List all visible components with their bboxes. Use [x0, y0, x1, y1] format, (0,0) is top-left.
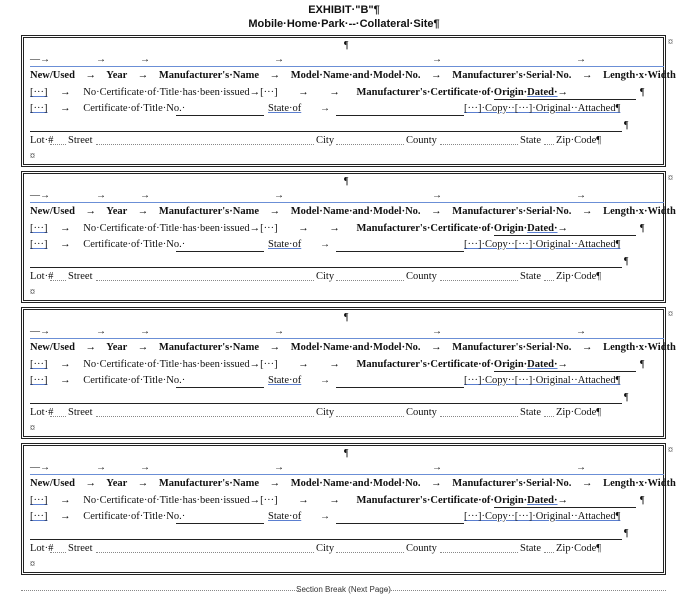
arrow: → [60, 359, 71, 370]
zip-code-label: Zip·Code¶ [556, 135, 601, 146]
mco-label: Manufacturer's·Certificate·of·Origin· [356, 359, 528, 370]
arrow: → [557, 359, 569, 370]
street-label: Street [68, 271, 93, 282]
copy-original-attached[interactable]: [···]·Copy··[···]·Original··Attached¶ [464, 375, 621, 386]
dotted-leader [544, 552, 554, 553]
no-certificate-text: No·Certificate·of·Title·has·been·issued→[···] [83, 359, 278, 370]
certificate-title-label: Certificate·of·Title·No.· [83, 103, 186, 114]
manufacturer-name-label: Manufacturer's·Name [158, 478, 259, 489]
dotted-leader [96, 144, 314, 145]
state-label: State [520, 135, 541, 146]
tab-arrow: → [432, 190, 442, 201]
arrow: → [60, 375, 71, 386]
dotted-leader [544, 144, 554, 145]
dated-label: Dated· [527, 495, 558, 506]
arrow: → [60, 495, 71, 506]
tab-arrow: → [96, 326, 106, 337]
checkbox-no-certificate[interactable]: [···] [30, 359, 48, 370]
column-headers [30, 206, 676, 217]
arrow: → [329, 359, 340, 370]
paragraph-mark: ¶ [344, 176, 349, 187]
row-end-mark: ¤ [668, 173, 673, 184]
cell-end-mark: ¤ [30, 287, 35, 298]
tab-arrow: → [96, 462, 106, 473]
tab-mark: —→ [30, 54, 50, 65]
copy-original-attached[interactable]: [···]·Copy··[···]·Original··Attached¶ [464, 239, 621, 250]
entry-underline [30, 474, 664, 475]
dotted-leader [544, 416, 554, 417]
tab-arrow: → [432, 54, 442, 65]
year-label: Year [106, 206, 128, 217]
serial-number-label: Manufacturer's·Serial·No. [452, 70, 572, 81]
model-label: Model·Name·and·Model·No. [290, 342, 421, 353]
state-field[interactable] [336, 115, 464, 116]
dated-label: Dated· [527, 87, 558, 98]
arrow: → [298, 495, 309, 506]
serial-number-label: Manufacturer's·Serial·No. [452, 478, 572, 489]
entry-underline [30, 338, 664, 339]
address-line[interactable] [30, 539, 622, 540]
arrow: → [431, 478, 442, 489]
row-end-mark: ¤ [668, 37, 673, 48]
arrow: → [60, 103, 71, 114]
copy-original-attached[interactable]: [···]·Copy··[···]·Original··Attached¶ [464, 511, 621, 522]
model-label: Model·Name·and·Model·No. [290, 478, 421, 489]
arrow: → [320, 103, 330, 114]
column-headers [30, 70, 676, 81]
new-used-label: New/Used [30, 70, 75, 81]
county-label: County [406, 407, 437, 418]
tab-arrow: → [576, 326, 586, 337]
column-headers [30, 478, 676, 489]
paragraph-mark: ¶ [624, 528, 629, 539]
collateral-site-block [21, 171, 676, 303]
state-of-label: State·of [268, 103, 302, 114]
section-break: Section Break (Next Page) [21, 585, 666, 594]
arrow: → [269, 342, 281, 353]
arrow: → [557, 495, 569, 506]
mco-label: Manufacturer's·Certificate·of·Origin· [356, 87, 528, 98]
tab-mark: —→ [30, 326, 50, 337]
paragraph-mark: ¶ [640, 87, 645, 98]
arrow: → [269, 478, 281, 489]
mco-label: Manufacturer's·Certificate·of·Origin· [356, 223, 528, 234]
arrow: → [85, 206, 97, 217]
arrow: → [60, 223, 71, 234]
dated-label: Dated· [527, 359, 558, 370]
model-label: Model·Name·and·Model·No. [290, 206, 421, 217]
arrow: → [269, 70, 281, 81]
arrow: → [431, 206, 442, 217]
paragraph-mark: ¶ [344, 40, 349, 51]
length-width-label: Length·x·Width [603, 206, 676, 217]
paragraph-mark: ¶ [344, 448, 349, 459]
arrow: → [269, 206, 281, 217]
tab-arrow: → [576, 462, 586, 473]
arrow: → [137, 478, 149, 489]
state-field[interactable] [336, 523, 464, 524]
arrow: → [320, 239, 330, 250]
checkbox-no-certificate[interactable]: [···] [30, 223, 48, 234]
column-headers [30, 342, 676, 353]
arrow: → [137, 70, 149, 81]
address-line[interactable] [30, 267, 622, 268]
county-label: County [406, 271, 437, 282]
length-width-label: Length·x·Width [603, 70, 676, 81]
certificate-title-label: Certificate·of·Title·No.· [83, 375, 186, 386]
dated-field[interactable] [494, 99, 636, 100]
state-label: State [520, 271, 541, 282]
mco-label: Manufacturer's·Certificate·of·Origin· [356, 495, 528, 506]
dotted-leader [544, 280, 554, 281]
entry-underline [30, 202, 664, 203]
arrow: → [557, 223, 569, 234]
paragraph-mark: ¶ [344, 312, 349, 323]
checkbox-certificate-title[interactable]: [···] [30, 103, 48, 114]
arrow: → [298, 223, 309, 234]
exhibit-subtitle: Mobile·Home·Park·--·Collateral·Site¶ [248, 18, 440, 30]
dotted-leader [440, 280, 518, 281]
county-label: County [406, 135, 437, 146]
collateral-site-block [21, 443, 676, 575]
arrow: → [298, 87, 309, 98]
paragraph-mark: ¶ [640, 495, 645, 506]
tab-arrow: → [140, 190, 150, 201]
city-label: City [316, 271, 335, 282]
zip-code-label: Zip·Code¶ [556, 407, 601, 418]
arrow: → [60, 511, 71, 522]
new-used-label: New/Used [30, 342, 75, 353]
address-line[interactable] [30, 131, 622, 132]
zip-code-label: Zip·Code¶ [556, 543, 601, 554]
tab-arrow: → [140, 462, 150, 473]
arrow: → [431, 70, 442, 81]
city-label: City [316, 135, 335, 146]
dated-label: Dated· [527, 223, 558, 234]
city-label: City [316, 407, 335, 418]
tab-arrow: → [274, 54, 284, 65]
year-label: Year [106, 70, 128, 81]
checkbox-no-certificate[interactable]: [···] [30, 495, 48, 506]
checkbox-certificate-title[interactable]: [···] [30, 511, 48, 522]
serial-number-label: Manufacturer's·Serial·No. [452, 206, 572, 217]
street-label: Street [68, 543, 93, 554]
dotted-leader [96, 416, 314, 417]
arrow: → [60, 87, 71, 98]
arrow: → [557, 87, 569, 98]
lot-label: Lot·# [30, 407, 54, 418]
no-certificate-text: No·Certificate·of·Title·has·been·issued→[···] [83, 223, 278, 234]
dated-field[interactable] [494, 371, 636, 372]
city-label: City [316, 543, 335, 554]
arrow: → [329, 87, 340, 98]
row-end-mark: ¤ [668, 309, 673, 320]
dotted-leader [440, 144, 518, 145]
tab-arrow: → [576, 190, 586, 201]
tab-arrow: → [140, 54, 150, 65]
county-label: County [406, 543, 437, 554]
year-label: Year [106, 342, 128, 353]
tab-mark: —→ [30, 190, 50, 201]
no-certificate-row [30, 223, 659, 234]
tab-mark: —→ [30, 462, 50, 473]
state-of-label: State·of [268, 511, 302, 522]
certificate-number-field[interactable] [176, 251, 264, 252]
new-used-label: New/Used [30, 478, 75, 489]
tab-arrow: → [274, 190, 284, 201]
new-used-label: New/Used [30, 206, 75, 217]
cell-end-mark: ¤ [30, 559, 35, 570]
checkbox-no-certificate[interactable]: [···] [30, 87, 48, 98]
state-field[interactable] [336, 387, 464, 388]
arrow: → [298, 359, 309, 370]
paragraph-mark: ¶ [624, 120, 629, 131]
tab-arrow: → [140, 326, 150, 337]
serial-number-label: Manufacturer's·Serial·No. [452, 342, 572, 353]
arrow: → [329, 495, 340, 506]
arrow: → [60, 239, 71, 250]
arrow: → [85, 342, 97, 353]
arrow: → [582, 70, 593, 81]
cell-end-mark: ¤ [30, 151, 35, 162]
no-certificate-text: No·Certificate·of·Title·has·been·issued→[···] [83, 495, 278, 506]
arrow: → [137, 206, 149, 217]
tab-arrow: → [432, 462, 442, 473]
no-certificate-row [30, 495, 659, 506]
year-label: Year [106, 478, 128, 489]
tab-arrow: → [576, 54, 586, 65]
state-of-label: State·of [268, 239, 302, 250]
tab-arrow: → [96, 54, 106, 65]
arrow: → [582, 478, 593, 489]
dotted-leader [50, 144, 66, 145]
lot-label: Lot·# [30, 543, 54, 554]
tab-arrow: → [274, 326, 284, 337]
collateral-site-block [21, 307, 676, 439]
dotted-leader [96, 280, 314, 281]
arrow: → [329, 223, 340, 234]
arrow: → [320, 511, 330, 522]
state-label: State [520, 407, 541, 418]
certificate-number-field[interactable] [176, 115, 264, 116]
zip-code-label: Zip·Code¶ [556, 271, 601, 282]
arrow: → [582, 342, 593, 353]
tab-arrow: → [96, 190, 106, 201]
arrow: → [582, 206, 593, 217]
certificate-title-label: Certificate·of·Title·No.· [83, 239, 186, 250]
state-of-label: State·of [268, 375, 302, 386]
lot-label: Lot·# [30, 271, 54, 282]
length-width-label: Length·x·Width [603, 342, 676, 353]
street-label: Street [68, 135, 93, 146]
dotted-leader [50, 416, 66, 417]
exhibit-title: EXHIBIT·"B"¶ [308, 4, 380, 16]
copy-original-attached[interactable]: [···]·Copy··[···]·Original··Attached¶ [464, 103, 621, 114]
dotted-leader [50, 280, 66, 281]
manufacturer-name-label: Manufacturer's·Name [158, 342, 259, 353]
paragraph-mark: ¶ [624, 256, 629, 267]
manufacturer-name-label: Manufacturer's·Name [158, 206, 259, 217]
arrow: → [320, 375, 330, 386]
dotted-leader [440, 552, 518, 553]
no-certificate-row [30, 87, 659, 98]
row-end-mark: ¤ [668, 445, 673, 456]
street-label: Street [68, 407, 93, 418]
manufacturer-name-label: Manufacturer's·Name [158, 70, 259, 81]
arrow: → [137, 342, 149, 353]
tab-arrow: → [274, 462, 284, 473]
paragraph-mark: ¶ [640, 223, 645, 234]
cell-end-mark: ¤ [30, 423, 35, 434]
no-certificate-row [30, 359, 659, 370]
dotted-leader [336, 552, 404, 553]
arrow: → [85, 478, 97, 489]
dotted-leader [440, 416, 518, 417]
collateral-site-block [21, 35, 676, 167]
checkbox-certificate-title[interactable]: [···] [30, 239, 48, 250]
state-label: State [520, 543, 541, 554]
entry-underline [30, 66, 664, 67]
address-line[interactable] [30, 403, 622, 404]
length-width-label: Length·x·Width [603, 478, 676, 489]
paragraph-mark: ¶ [624, 392, 629, 403]
dated-field[interactable] [494, 235, 636, 236]
certificate-number-field[interactable] [176, 387, 264, 388]
lot-label: Lot·# [30, 135, 54, 146]
arrow: → [431, 342, 442, 353]
arrow: → [85, 70, 97, 81]
tab-arrow: → [432, 326, 442, 337]
dotted-leader [336, 280, 404, 281]
dotted-leader [336, 416, 404, 417]
dotted-leader [96, 552, 314, 553]
paragraph-mark: ¶ [640, 359, 645, 370]
dated-field[interactable] [494, 507, 636, 508]
certificate-title-label: Certificate·of·Title·No.· [83, 511, 186, 522]
dotted-leader [50, 552, 66, 553]
model-label: Model·Name·and·Model·No. [290, 70, 421, 81]
checkbox-certificate-title[interactable]: [···] [30, 375, 48, 386]
dotted-leader [336, 144, 404, 145]
certificate-number-field[interactable] [176, 523, 264, 524]
state-field[interactable] [336, 251, 464, 252]
no-certificate-text: No·Certificate·of·Title·has·been·issued→[···] [83, 87, 278, 98]
